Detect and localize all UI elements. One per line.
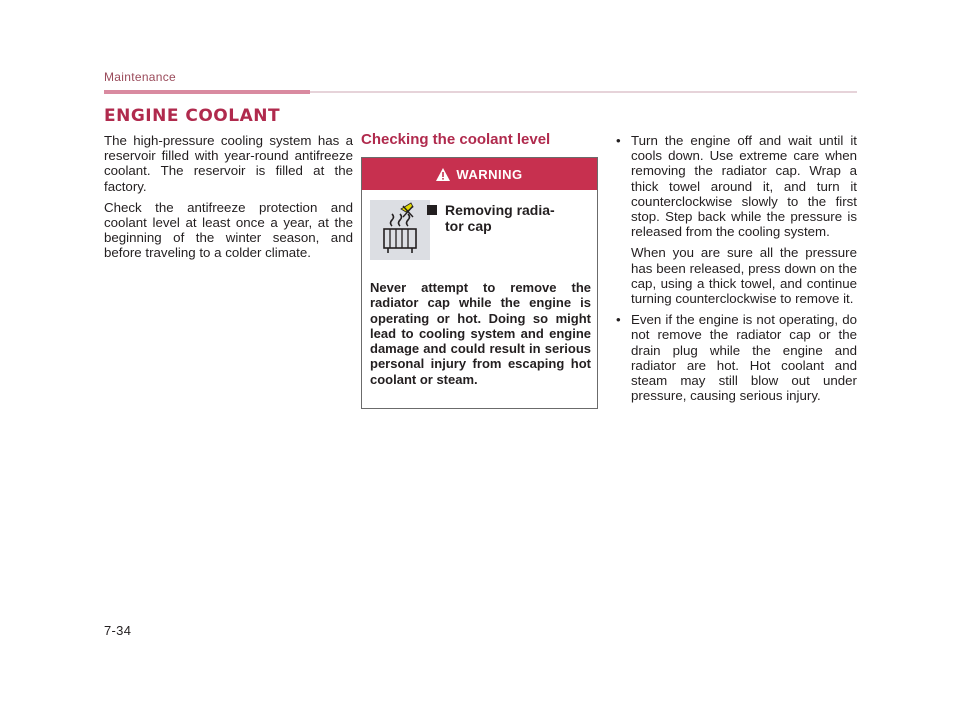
list-item — [612, 312, 857, 403]
warning-triangle-icon — [436, 168, 450, 181]
section-label: Maintenance — [104, 70, 177, 84]
warning-box — [361, 157, 598, 409]
page-title: ENGINE COOLANT — [104, 106, 281, 126]
header-rule-accent — [104, 90, 310, 94]
list-item-continuation: When you are sure all the pressure has been released, press down on the cap, using a thick towel, and continue turning counterclockwise to remove it. — [631, 245, 857, 307]
radiator-hot-icon — [370, 200, 430, 260]
header-rule — [310, 91, 857, 93]
list-item-text: Turn the engine off and wait until it cools down. Use extreme care when removing the radiator cap. Wrap a thick towel around it, and turn it counterclockwise slowly to the first stop. Step back while the pressure is released from the cooling system. — [631, 133, 857, 240]
page-number: 7-34 — [104, 623, 132, 638]
warning-header — [362, 158, 597, 190]
list-item-text: Even if the engine is not operating, do not remove the radiator cap or the drain plug while the engine and radiator are hot. Hot coolant and steam may still blow out under pressure, causing serious injury. — [631, 312, 857, 404]
square-bullet-icon — [427, 205, 437, 215]
list-item — [612, 133, 857, 239]
warning-topic-line: Removing radia- — [445, 202, 555, 218]
warning-topic-line: tor cap — [445, 218, 492, 234]
warning-topic — [427, 202, 587, 234]
column-intro — [104, 133, 353, 267]
paragraph: The high-pressure cooling system has a reservoir filled with year-round antifreeze coolant. The reservoir is filled at the factory. — [104, 133, 353, 194]
warning-label: WARNING — [456, 166, 523, 182]
bullet: • — [616, 312, 621, 328]
column-procedure — [612, 133, 857, 409]
warning-body: Never attempt to remove the radiator cap while the engine is operating or hot. Doing so might lead to cooling system and engine damage and could result in serious personal injury from escaping hot coolant or steam. — [370, 280, 591, 387]
bullet: • — [616, 133, 621, 148]
paragraph: Check the antifreeze protection and coolant level at least once a year, at the beginning of the winter season, and before traveling to a colder climate. — [104, 199, 353, 261]
subheading: Checking the coolant level — [361, 131, 551, 148]
